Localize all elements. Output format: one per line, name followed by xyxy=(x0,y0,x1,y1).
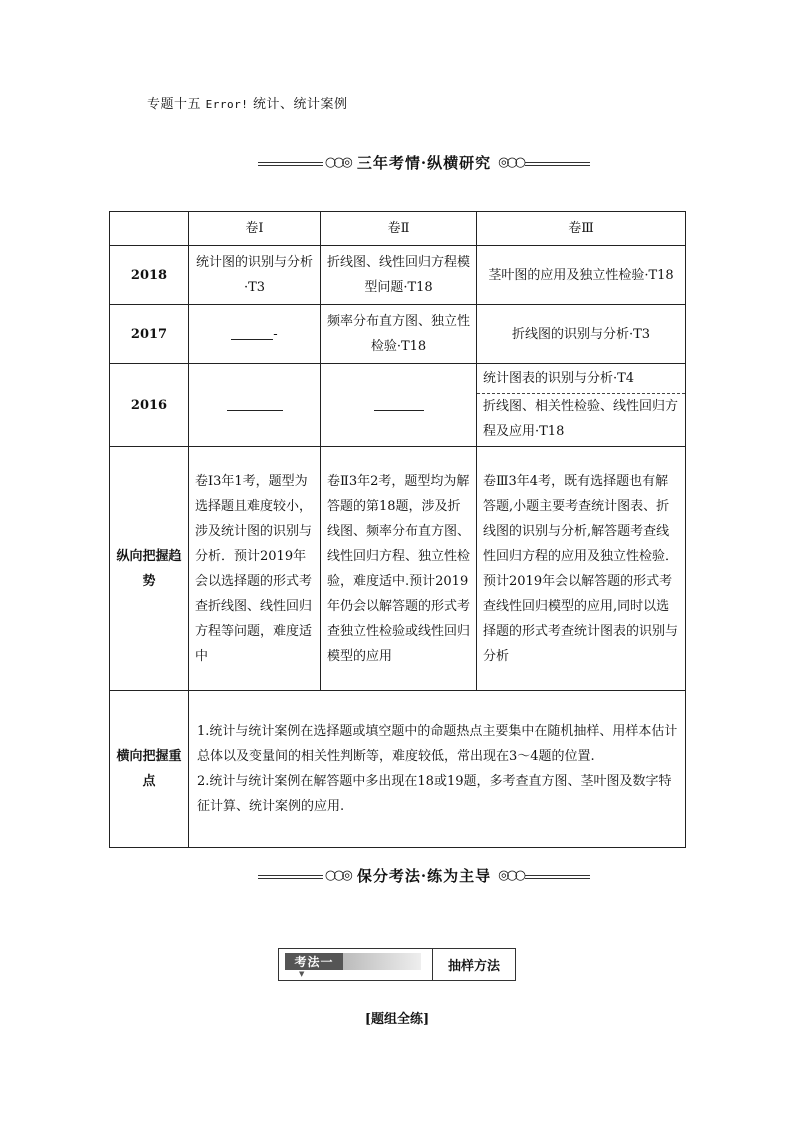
header-cell-vol1: 卷Ⅰ xyxy=(189,212,321,246)
banner-rule-right xyxy=(525,162,590,163)
focus-content xyxy=(189,691,686,848)
kaofa-header-box xyxy=(278,948,516,981)
title-prefix: 专题十五 xyxy=(147,97,202,112)
cell-2017-vol2: 频率分布直方图、独立性检验·T18 xyxy=(321,305,477,364)
ornament-icon: ◎○○ xyxy=(498,867,524,883)
banner-rule-left xyxy=(258,875,323,876)
trend-vol2: 卷Ⅱ3年2考，题型均为解答题的第18题，涉及折线图、频率分布直方图、线性回归方程、独立性检验，难度适中.预计2019年仍会以解答题的形式考查独立性检验或线性回归模型的应用 xyxy=(321,447,477,691)
kaofa-name: 抽样方法 xyxy=(447,959,500,974)
kaofa-tag xyxy=(279,949,433,980)
banner-rule-left xyxy=(258,162,323,163)
cell-2016-vol2 xyxy=(321,364,477,447)
cell-2016-vol1 xyxy=(189,364,321,447)
cell-2016-vol3-item-b: 折线图、相关性检验、线性回归方程及应用·T18 xyxy=(483,399,679,439)
cell-2016-vol3-item-a: 统计图表的识别与分析·T4 xyxy=(483,371,635,386)
exam-analysis-table xyxy=(109,211,686,848)
cell-2018-vol1: 统计图的识别与分析·T3 xyxy=(189,246,321,305)
table-row-trend xyxy=(110,447,686,691)
kaofa-badge: 考法一 xyxy=(285,953,343,970)
ornament-icon: ○○◎ xyxy=(324,867,350,883)
cell-2016-vol3 xyxy=(477,364,686,447)
banner-text-bottom: 保分考法·练为主导 xyxy=(356,866,492,885)
year-cell: 2018 xyxy=(110,246,189,305)
year-cell: 2016 xyxy=(110,364,189,447)
ornament-icon: ◎○○ xyxy=(498,154,524,170)
header-cell-empty xyxy=(110,212,189,246)
title-suffix: 统计、统计案例 xyxy=(253,97,348,112)
cell-2017-vol1 xyxy=(189,305,321,364)
blank-line xyxy=(231,329,273,340)
focus-point-2: 2.统计与统计案例在解答题中多出现在18或19题，多考查直方图、茎叶图及数字特征计算、统计案例的应用. xyxy=(197,774,672,814)
ornament-icon: ○○◎ xyxy=(324,154,350,170)
trend-label: 纵向把握趋势 xyxy=(110,447,189,691)
banner-rule-right xyxy=(525,875,590,876)
cell-2018-vol3: 茎叶图的应用及独立性检验·T18 xyxy=(477,246,686,305)
focus-point-1: 1.统计与统计案例在选择题或填空题中的命题热点主要集中在随机抽样、用样本估计总体以及变量间的相关性判断等，难度较低，常出现在3～4题的位置. xyxy=(197,724,678,764)
header-cell-vol2: 卷Ⅱ xyxy=(321,212,477,246)
section-banner-bottom xyxy=(258,864,590,886)
cell-2018-vol2: 折线图、线性回归方程模型问题·T18 xyxy=(321,246,477,305)
table-header-row xyxy=(110,212,686,246)
section-label: [题组全练] xyxy=(364,1012,430,1027)
header-cell-vol3: 卷Ⅲ xyxy=(477,212,686,246)
section-banner-top xyxy=(258,151,590,173)
table-row-2017 xyxy=(110,305,686,364)
banner-text-top: 三年考情·纵横研究 xyxy=(356,153,492,172)
trend-vol3: 卷Ⅲ3年4考，既有选择题也有解答题,小题主要考查统计图表、折线图的识别与分析,解答题考查线性回归方程的应用及独立性检验．预计2019年会以解答题的形式考查线性回归模型的应用,同时以选择题的形式考查统计图表的识别与分析 xyxy=(477,447,686,691)
table-row-2016 xyxy=(110,364,686,447)
table-row-2018 xyxy=(110,246,686,305)
table-row-focus xyxy=(110,691,686,848)
cell-2017-vol3: 折线图的识别与分析·T3 xyxy=(477,305,686,364)
title-error: Error! xyxy=(205,98,249,111)
blank-mark: - xyxy=(273,326,278,342)
blank-line xyxy=(374,400,424,411)
document-title xyxy=(147,93,348,112)
trend-vol1: 卷Ⅰ3年1考，题型为选择题且难度较小，涉及统计图的识别与分析．预计2019年会以选择题的形式考查折线图、线性回归方程等问题，难度适中 xyxy=(189,447,321,691)
focus-label: 横向把握重点 xyxy=(110,691,189,848)
blank-line xyxy=(227,400,283,411)
year-cell: 2017 xyxy=(110,305,189,364)
caret-down-icon: ▼ xyxy=(299,970,305,978)
kaofa-badge-tail xyxy=(343,953,421,970)
